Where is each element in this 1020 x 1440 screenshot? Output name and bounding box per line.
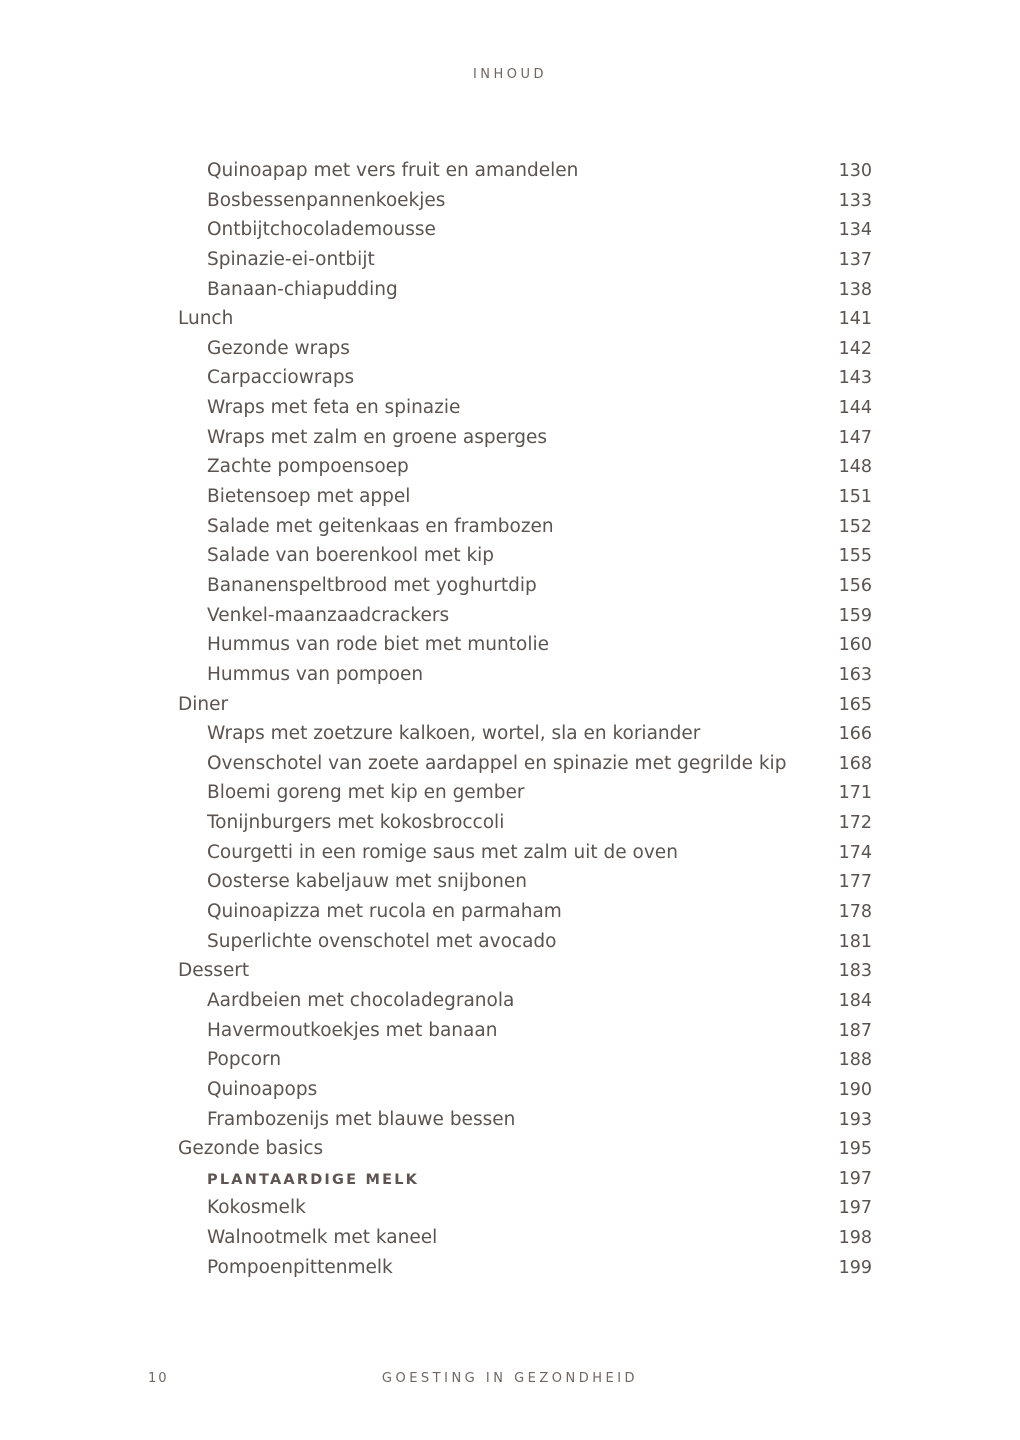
toc-section-heading-row: [178, 1164, 872, 1194]
toc-entry-title: Wraps met zalm en groene asperges: [207, 426, 548, 448]
toc-entry-title: Lunch: [178, 308, 234, 330]
toc-entry-row: [178, 1253, 872, 1283]
toc-entry-title: Aardbeien met chocoladegranola: [207, 989, 515, 1011]
toc-entry-row: [178, 897, 872, 927]
toc-entry-title: Wraps met feta en spinazie: [207, 397, 461, 419]
toc-entry-page: 188: [838, 1050, 872, 1071]
toc-entry-title: Frambozenijs met blauwe bessen: [207, 1108, 516, 1130]
toc-entry-row: [178, 778, 872, 808]
toc-entry-title: Gezonde basics: [178, 1138, 324, 1160]
toc-entry-page: 195: [838, 1139, 872, 1160]
table-of-contents: [178, 156, 872, 1282]
toc-entry-title: Hummus van rode biet met muntolie: [207, 634, 549, 656]
toc-entry-title: Quinoapizza met rucola en parmaham: [207, 901, 562, 923]
toc-entry-row: [178, 601, 872, 631]
toc-entry-row: [178, 1193, 872, 1223]
toc-entry-row: [178, 1105, 872, 1135]
toc-entry-row: [178, 749, 872, 779]
toc-entry-page: 138: [838, 279, 872, 300]
toc-entry-row: [178, 423, 872, 453]
toc-entry-page: 166: [838, 724, 872, 745]
toc-entry-row: [178, 1075, 872, 1105]
toc-entry-row: [178, 275, 872, 305]
toc-entry-title: Pompoenpittenmelk: [207, 1256, 393, 1278]
toc-entry-page: 160: [838, 635, 872, 656]
toc-entry-row: [178, 986, 872, 1016]
toc-entry-title: Quinoapops: [207, 1078, 318, 1100]
toc-entry-title: Wraps met zoetzure kalkoen, wortel, sla en koriander: [207, 723, 701, 745]
toc-entry-title: Havermoutkoekjes met banaan: [207, 1019, 498, 1041]
toc-entry-title: Oosterse kabeljauw met snijbonen: [207, 871, 527, 893]
toc-entry-page: 147: [838, 427, 872, 448]
toc-entry-title: Popcorn: [207, 1049, 282, 1071]
toc-entry-row: [178, 838, 872, 868]
toc-entry-row: [178, 452, 872, 482]
toc-entry-title: Salade met geitenkaas en frambozen: [207, 515, 554, 537]
toc-entry-page: 172: [838, 813, 872, 834]
toc-entry-row: [178, 482, 872, 512]
toc-entry-title: Quinoapap met vers fruit en amandelen: [207, 160, 579, 181]
toc-entry-title: Dessert: [178, 960, 250, 982]
toc-entry-page: 148: [838, 457, 872, 478]
toc-entry-page: 199: [838, 1257, 872, 1278]
toc-entry-row: [178, 1223, 872, 1253]
toc-entry-page: 155: [838, 546, 872, 567]
toc-entry-title: Spinazie-ei-ontbijt: [207, 248, 375, 270]
toc-entry-row: [178, 215, 872, 245]
toc-entry-title: Bananenspeltbrood met yoghurtdip: [207, 574, 537, 596]
toc-entry-page: 143: [838, 368, 872, 389]
toc-entry-row: [178, 1016, 872, 1046]
toc-entry-page: 197: [838, 1198, 872, 1219]
toc-entry-title: Hummus van pompoen: [207, 663, 424, 685]
toc-entry-page: 197: [838, 1168, 872, 1189]
toc-entry-title: Kokosmelk: [207, 1197, 306, 1219]
toc-entry-row: [178, 571, 872, 601]
toc-entry-page: 171: [838, 783, 872, 804]
toc-entry-page: 152: [838, 516, 872, 537]
toc-entry-title: Zachte pompoensoep: [207, 456, 409, 478]
toc-entry-page: 134: [838, 220, 872, 241]
toc-entry-title: Diner: [178, 693, 229, 715]
book-title: GOESTING IN GEZONDHEID: [381, 1371, 639, 1386]
toc-entry-title: PLANTAARDIGE MELK: [207, 1171, 420, 1188]
toc-entry-title: Ovenschotel van zoete aardappel en spinazie met gegrilde kip: [207, 752, 787, 774]
page-number: 10: [148, 1371, 169, 1386]
toc-entry-page: 163: [838, 664, 872, 685]
toc-entry-page: 174: [838, 842, 872, 863]
toc-entry-row: [178, 927, 872, 957]
toc-entry-row: [178, 363, 872, 393]
toc-entry-title: Tonijnburgers met kokosbroccoli: [207, 812, 505, 834]
toc-entry-title: Carpacciowraps: [207, 367, 355, 389]
toc-entry-page: 190: [838, 1079, 872, 1100]
toc-entry-title: Ontbijtchocolademousse: [207, 219, 436, 241]
toc-entry-title: Banaan-chiapudding: [207, 278, 398, 300]
toc-entry-page: 183: [838, 961, 872, 982]
toc-entry-row: [178, 1045, 872, 1075]
toc-entry-row: [178, 512, 872, 542]
toc-entry-page: 181: [838, 931, 872, 952]
toc-entry-row: [178, 156, 872, 186]
toc-entry-page: 137: [838, 249, 872, 270]
toc-entry-page: 193: [838, 1109, 872, 1130]
toc-entry-row: [178, 541, 872, 571]
toc-entry-row: [178, 334, 872, 364]
toc-entry-page: 144: [838, 398, 872, 419]
toc-entry-title: Bietensoep met appel: [207, 486, 411, 508]
toc-entry-page: 141: [838, 309, 872, 330]
running-head: INHOUD: [472, 67, 548, 82]
toc-entry-row: [178, 393, 872, 423]
toc-entry-page: 184: [838, 990, 872, 1011]
toc-entry-row: [178, 245, 872, 275]
toc-entry-page: 168: [838, 753, 872, 774]
toc-entry-title: Courgetti in een romige saus met zalm uit de oven: [207, 841, 678, 863]
toc-entry-row: [178, 660, 872, 690]
toc-entry-row: [178, 186, 872, 216]
toc-entry-page: 165: [838, 694, 872, 715]
toc-entry-page: 159: [838, 605, 872, 626]
toc-entry-title: Walnootmelk met kaneel: [207, 1227, 438, 1249]
toc-entry-title: Bloemi goreng met kip en gember: [207, 782, 525, 804]
toc-entry-row: [178, 719, 872, 749]
toc-entry-page: 187: [838, 1020, 872, 1041]
toc-entry-page: 177: [838, 872, 872, 893]
toc-entry-row: [178, 867, 872, 897]
toc-chapter-row: [178, 304, 872, 334]
toc-entry-page: 151: [838, 487, 872, 508]
toc-entry-title: Salade van boerenkool met kip: [207, 545, 495, 567]
toc-entry-title: Superlichte ovenschotel met avocado: [207, 930, 557, 952]
toc-entry-page: 133: [838, 190, 872, 211]
toc-chapter-row: [178, 1134, 872, 1164]
toc-entry-page: 198: [838, 1228, 872, 1249]
toc-chapter-row: [178, 956, 872, 986]
toc-entry-title: Gezonde wraps: [207, 337, 350, 359]
toc-entry-title: Bosbessenpannenkoekjes: [207, 189, 446, 211]
toc-chapter-row: [178, 690, 872, 720]
toc-entry-page: 156: [838, 575, 872, 596]
toc-entry-row: [178, 808, 872, 838]
toc-entry-row: [178, 630, 872, 660]
toc-entry-page: 178: [838, 902, 872, 923]
toc-entry-page: 142: [838, 338, 872, 359]
toc-entry-title: Venkel-maanzaadcrackers: [207, 604, 450, 626]
toc-entry-page: 130: [838, 161, 872, 181]
